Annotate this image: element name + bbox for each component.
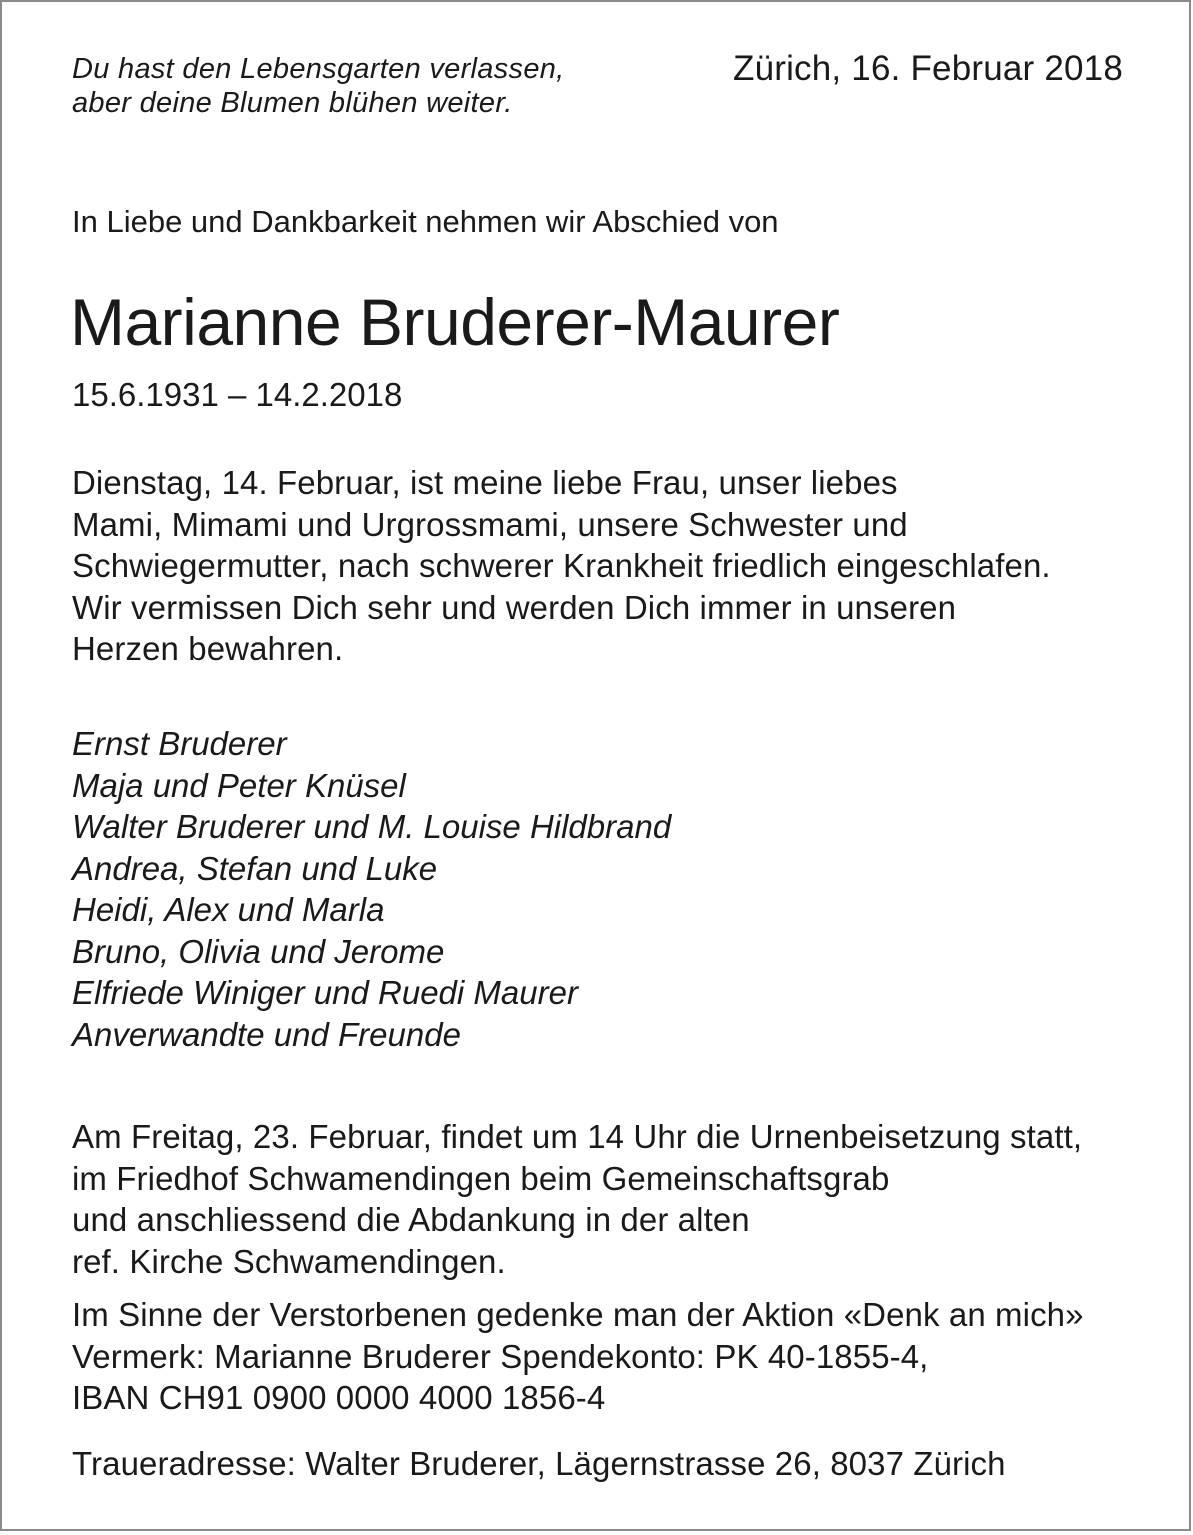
announcement-line: Dienstag, 14. Februar, ist meine liebe Frau, unser liebes: [72, 464, 898, 501]
motto-line: aber deine Blumen blühen weiter.: [72, 87, 513, 119]
announcement-line: Mami, Mimami und Urgrossmami, unsere Schwester und: [72, 505, 908, 543]
mourner-item: Bruno, Olivia und Jerome: [72, 932, 445, 970]
motto-quote: [72, 52, 565, 120]
place-date: Zürich, 16. Februar 2018: [732, 49, 1123, 88]
mourning-address: Traueradresse: Walter Bruderer, Lägernstrasse 26, 8037 Zürich: [72, 1445, 1006, 1482]
donation-paragraph: [72, 1294, 1084, 1419]
ceremony-line: ref. Kirche Schwamendingen.: [72, 1242, 506, 1280]
mourner-item: Heidi, Alex und Marla: [72, 891, 385, 928]
mourner-item: Elfriede Winiger und Ruedi Maurer: [72, 974, 578, 1011]
life-dates: 15.6.1931 – 14.2.2018: [72, 376, 403, 413]
announcement-paragraph: [72, 462, 1051, 670]
announcement-line: Herzen bewahren.: [72, 630, 344, 667]
announcement-line: Wir vermissen Dich sehr und werden Dich immer in unseren: [72, 588, 957, 626]
mourner-item: Anverwandte und Freunde: [72, 1015, 461, 1053]
mourner-item: Maja und Peter Knüsel: [72, 766, 406, 804]
ceremony-line: und anschliessend die Abdankung in der alten: [72, 1201, 750, 1238]
ceremony-line: Am Freitag, 23. Februar, findet um 14 Uhr die Urnenbeisetzung statt,: [72, 1118, 1083, 1155]
intro-text: In Liebe und Dankbarkeit nehmen wir Abschied von: [72, 204, 779, 239]
mourner-item: Ernst Bruderer: [72, 725, 287, 762]
deceased-name: Marianne Bruderer-Maurer: [70, 285, 840, 359]
motto-line: Du hast den Lebensgarten verlassen,: [72, 53, 565, 85]
ceremony-line: im Friedhof Schwamendingen beim Gemeinschaftsgrab: [72, 1159, 890, 1197]
mourner-item: Walter Bruderer und M. Louise Hildbrand: [72, 808, 672, 845]
mourner-item: Andrea, Stefan und Luke: [72, 849, 438, 887]
announcement-line: Schwiegermutter, nach schwerer Krankheit friedlich eingeschlafen.: [72, 547, 1051, 584]
ceremony-paragraph: [72, 1116, 1082, 1282]
donation-line: IBAN CH91 0900 0000 4000 1856-4: [72, 1379, 606, 1416]
donation-line: Im Sinne der Verstorbenen gedenke man der Aktion «Denk an mich»: [72, 1296, 1084, 1333]
donation-line: Vermerk: Marianne Bruderer Spendekonto: PK 40-1855-4,: [72, 1337, 929, 1375]
mourners-list: [72, 723, 671, 1055]
